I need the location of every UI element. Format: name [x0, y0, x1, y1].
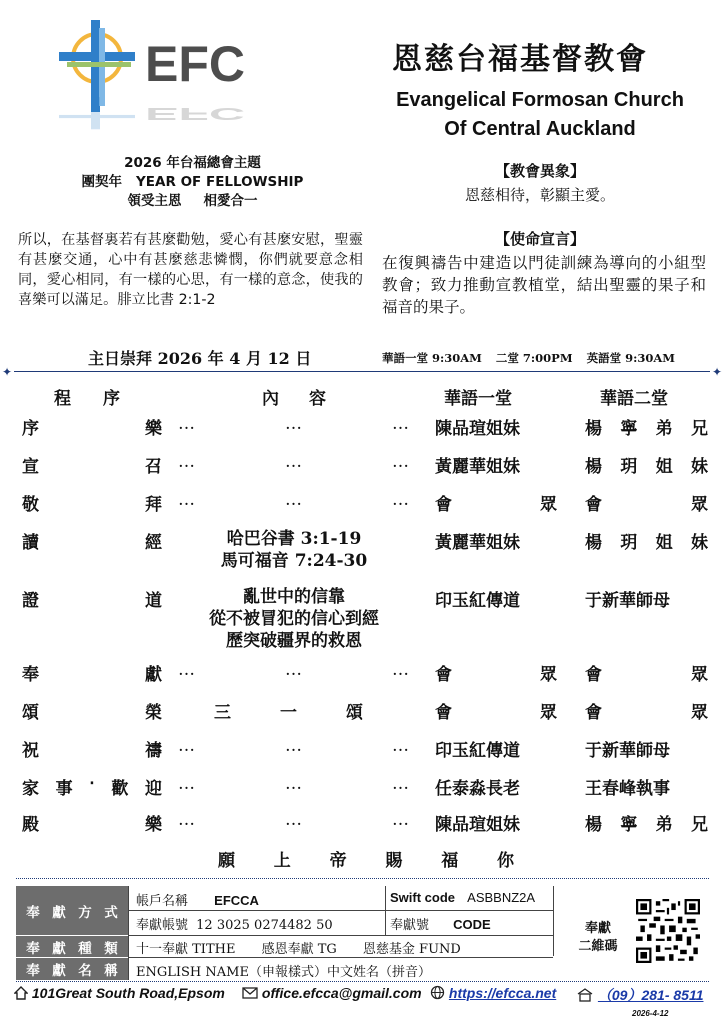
service1-person — [435, 490, 557, 515]
dot-leader: … — [392, 736, 410, 756]
header-content — [262, 384, 326, 409]
church-name-english-line1: Evangelical Formosan Church — [396, 89, 684, 111]
label-char: 獻 — [52, 940, 66, 957]
person-char: 姐 — [655, 457, 673, 477]
person-char: 會 — [435, 703, 452, 723]
mail-icon — [242, 987, 258, 999]
theme-line3-a: 領受主恩 — [127, 193, 182, 209]
program-item-char: 奉 — [22, 665, 39, 685]
program-item-char: 禱 — [145, 741, 162, 761]
dot-leader: … — [392, 810, 410, 830]
program-item — [22, 490, 162, 515]
label-char: 類 — [104, 940, 118, 957]
service2-person — [585, 414, 708, 439]
annual-theme — [60, 154, 325, 211]
church-logo — [55, 18, 265, 138]
swift-row — [390, 890, 535, 906]
dot-leader: … — [285, 774, 303, 794]
program-content — [180, 528, 408, 572]
program-content-line: 馬可福音 7:24-30 — [220, 551, 368, 571]
person-char: 眾 — [540, 665, 557, 685]
diamond-icon: ✦ — [2, 365, 13, 379]
program-item-char: ‧ — [89, 774, 95, 794]
header-service1: 華語一堂 — [444, 389, 512, 409]
dot-leader: … — [392, 414, 410, 434]
person-char: 兄 — [690, 815, 708, 835]
grid-line — [128, 910, 553, 911]
swift-value: ASBBNZ2A — [467, 890, 536, 905]
blessing-char: 願 — [218, 851, 235, 871]
dot-leader: … — [178, 452, 196, 472]
dot-leader: … — [285, 736, 303, 756]
phone-icon — [576, 988, 594, 1002]
person-char: 眾 — [540, 495, 557, 515]
label-char: 稱 — [104, 963, 118, 979]
service2-person — [585, 452, 708, 477]
dot-leader: … — [285, 810, 303, 830]
service1-person — [435, 736, 557, 761]
globe-icon — [430, 985, 445, 1000]
dot-leader: … — [392, 490, 410, 510]
program-item-char: 榮 — [145, 703, 162, 723]
giving-type-tithe: 十一奉獻 TITHE — [136, 942, 236, 957]
service1-person — [435, 810, 557, 835]
qr-label-line1: 奉獻 — [584, 921, 611, 936]
header-program-char: 程 — [54, 389, 71, 409]
program-item-char: 證 — [22, 591, 39, 611]
program-item-char: 殿 — [22, 815, 39, 835]
header-program — [54, 384, 120, 409]
blessing — [218, 846, 514, 871]
theme-line3-b: 相愛合一 — [203, 193, 258, 209]
home-icon — [14, 986, 28, 1000]
blessing-char: 帝 — [329, 851, 347, 871]
account-number-label: 奉獻帳號 — [136, 918, 189, 933]
label-char: 名 — [78, 963, 92, 979]
program-item-char: 讀 — [22, 533, 39, 553]
service1-person — [435, 774, 557, 799]
account-name-value: EFCCA — [214, 893, 259, 908]
email[interactable] — [242, 985, 422, 1001]
program-item-char: 敬 — [22, 495, 39, 515]
person-char: 會 — [585, 665, 602, 685]
program-dots — [178, 414, 410, 434]
program-content — [180, 586, 408, 652]
grid-line — [128, 886, 129, 980]
giving-name-format: ENGLISH NAME（申報樣式）中文姓名（拼音） — [136, 965, 431, 980]
theme-line3 — [60, 192, 325, 211]
service1-person — [435, 698, 557, 723]
program-item-char: 迎 — [144, 779, 162, 799]
person-char: 妹 — [690, 533, 708, 553]
person-char: 楊 — [585, 815, 602, 835]
program-row — [0, 414, 724, 444]
giving-type-fund: 恩慈基金 FUND — [362, 942, 461, 957]
theme-line1: 2026 年台福總會主題 — [124, 155, 261, 171]
person-name: 任泰淼長老 — [435, 779, 520, 799]
service-time-english: 英語堂 9:30AM — [586, 351, 675, 365]
account-name-label: 帳戶名稱 — [136, 894, 189, 909]
address — [14, 985, 225, 1001]
person-char: 眾 — [540, 703, 557, 723]
label-char: 獻 — [52, 963, 66, 979]
program-item-char: 家 — [22, 779, 39, 799]
service2-person — [585, 586, 708, 611]
giving-name-label — [16, 958, 128, 980]
dot-leader: … — [178, 414, 196, 434]
diamond-icon: ✦ — [711, 365, 722, 379]
program-dots — [178, 490, 410, 510]
service1-person — [435, 452, 557, 477]
header-program-char: 序 — [103, 389, 120, 409]
label-char: 式 — [104, 904, 118, 921]
program-item — [22, 528, 162, 553]
person-name: 于新華師母 — [585, 591, 670, 611]
service1-person — [435, 414, 557, 439]
mission-heading: 【使命宣言】 — [494, 230, 585, 248]
logo-text: EFC — [145, 36, 245, 92]
program-item-char: 樂 — [145, 419, 162, 439]
scripture-verse: 所以，在基督裏若有甚麼勸勉，愛心有甚麼安慰，聖靈有甚麼交通，心中有甚麼慈悲憐憫，你們就要意念相同，愛心相同，有一樣的心思，有一樣的意念，使我的喜樂可以滿足。腓立比書 2:1-2 — [18, 232, 363, 308]
church-name-english — [380, 86, 700, 144]
mission-text: 在復興禱告中建造以門徒訓練為導向的小組型教會；致力推動宣教植堂，結出聖靈的果子和福音的果子。 — [382, 254, 706, 316]
program-dots — [178, 660, 410, 680]
program-row — [0, 810, 724, 840]
program-item-char: 獻 — [145, 665, 162, 685]
person-char: 妹 — [690, 457, 708, 477]
person-char: 眾 — [691, 495, 708, 515]
qr-label-line2: 二維碼 — [578, 939, 618, 954]
website[interactable] — [430, 985, 556, 1001]
program-item-char: 事 — [55, 779, 73, 799]
service2-person — [585, 698, 708, 723]
program-item — [22, 414, 162, 439]
person-name: 印玉紅傳道 — [435, 741, 520, 761]
program-dots — [178, 452, 410, 472]
dot-leader: … — [178, 660, 196, 680]
program-row — [0, 698, 724, 728]
dot-leader: … — [285, 490, 303, 510]
program-row — [0, 452, 724, 482]
program-row — [0, 528, 724, 576]
label-char: 奉 — [26, 940, 40, 957]
code-value: CODE — [453, 917, 491, 932]
church-name-chinese: 恩慈台福基督教會 — [392, 42, 648, 77]
person-char: 眾 — [691, 665, 708, 685]
program-item-char: 歡 — [111, 779, 129, 799]
program-item-char: 祝 — [22, 741, 39, 761]
worship-header — [0, 342, 724, 378]
program-content-line: 歷突破疆界的救恩 — [226, 631, 362, 651]
print-date: 2026-4-12 — [632, 1009, 669, 1018]
dot-leader: … — [392, 452, 410, 472]
qr-label — [573, 920, 623, 956]
person-char: 玥 — [620, 457, 638, 477]
theme-line2-en: YEAR OF FELLOWSHIP — [136, 174, 304, 190]
header-content-char: 容 — [309, 389, 326, 409]
service2-person — [585, 660, 708, 685]
divider-line — [14, 371, 710, 372]
dot-leader: … — [285, 452, 303, 472]
account-number-row — [136, 914, 333, 933]
dot-leader: … — [285, 414, 303, 434]
program-dots — [178, 736, 410, 756]
program-item-char: 序 — [22, 419, 39, 439]
program-item — [22, 452, 162, 477]
person-char: 會 — [585, 703, 602, 723]
program-row — [0, 490, 724, 520]
dot-leader: … — [392, 774, 410, 794]
label-char: 獻 — [52, 904, 66, 921]
person-char: 楊 — [585, 419, 602, 439]
program-item-char: 道 — [145, 591, 162, 611]
dot-leader: … — [178, 490, 196, 510]
label-char: 種 — [78, 940, 92, 957]
dot-leader: … — [392, 660, 410, 680]
blessing-char: 上 — [273, 851, 291, 871]
program-item — [22, 774, 162, 799]
person-name: 黃麗華姐妹 — [435, 457, 520, 477]
program-item-char: 樂 — [145, 815, 162, 835]
dot-leader: … — [178, 774, 196, 794]
giving-type-label — [16, 936, 128, 957]
address-text: 101Great South Road,Epsom — [31, 985, 225, 1001]
service-time-chinese2: 二堂 7:00PM — [495, 351, 573, 365]
code-label: 奉獻號 — [390, 918, 430, 933]
person-char: 眾 — [691, 703, 708, 723]
grid-line — [128, 935, 553, 936]
program-content-line: 從不被冒犯的信心到經 — [209, 609, 379, 629]
program-content — [214, 698, 364, 723]
code-row — [390, 914, 491, 933]
service2-person — [585, 736, 708, 761]
swift-label: Swift code — [390, 890, 456, 905]
dot-leader: … — [285, 660, 303, 680]
website-link[interactable]: https://efcca.net — [448, 985, 557, 1001]
phone[interactable] — [576, 985, 703, 1005]
program-item-char: 召 — [145, 457, 162, 477]
vision-text: 恩慈相待，彰顯主愛。 — [464, 186, 615, 204]
program-content-char: 三 — [214, 703, 232, 723]
grid-line — [553, 886, 554, 956]
program-row — [0, 774, 724, 804]
program-item-char: 經 — [145, 533, 162, 553]
service1-person — [435, 586, 557, 611]
service2-person — [585, 490, 708, 515]
program-row — [0, 736, 724, 766]
program-dots — [178, 810, 410, 830]
person-char: 玥 — [620, 533, 638, 553]
qr-code-icon[interactable] — [636, 899, 700, 963]
person-char: 楊 — [585, 533, 602, 553]
program-content-char: 一 — [280, 703, 298, 723]
dot-leader: … — [178, 736, 196, 756]
program-dots — [178, 774, 410, 794]
person-name: 黃麗華姐妹 — [435, 533, 520, 553]
service2-person — [585, 528, 708, 553]
blessing-char: 你 — [496, 851, 514, 871]
person-char: 楊 — [585, 457, 602, 477]
program-item — [22, 660, 162, 685]
label-char: 方 — [78, 904, 92, 921]
program-content-char: 頌 — [346, 703, 364, 723]
label-char: 奉 — [26, 904, 40, 921]
person-name: 陳品瑄姐妹 — [435, 815, 520, 835]
person-name: 于新華師母 — [585, 741, 670, 761]
account-number-value: 12 3025 0274482 50 — [196, 918, 333, 933]
blessing-char: 福 — [441, 851, 459, 871]
person-char: 兄 — [690, 419, 708, 439]
person-char: 會 — [435, 665, 452, 685]
theme-line2 — [60, 173, 325, 192]
service1-person — [435, 660, 557, 685]
person-char: 姐 — [655, 533, 673, 553]
account-name-row — [136, 890, 259, 909]
grid-line — [128, 957, 553, 958]
email-text[interactable]: office.efcca@gmail.com — [261, 985, 422, 1001]
giving-type-thanksgiving: 感恩奉獻 TG — [261, 942, 337, 957]
giving-types — [136, 938, 461, 957]
person-char: 會 — [585, 495, 602, 515]
service1-person — [435, 528, 557, 553]
vision-heading: 【教會異象】 — [494, 162, 585, 180]
person-char: 寧 — [620, 419, 638, 439]
program-item-char: 頌 — [22, 703, 39, 723]
person-char: 弟 — [655, 419, 673, 439]
person-char: 寧 — [620, 815, 638, 835]
svg-text:EFC: EFC — [145, 104, 245, 124]
program-item-char: 拜 — [145, 495, 162, 515]
service2-person — [585, 774, 708, 799]
church-name-english-line2: Of Central Auckland — [444, 118, 636, 140]
person-name: 陳品瑄姐妹 — [435, 419, 520, 439]
person-name: 印玉紅傳道 — [435, 591, 520, 611]
program-item — [22, 698, 162, 723]
program-item — [22, 736, 162, 761]
person-char: 弟 — [655, 815, 673, 835]
header-service2: 華語二堂 — [600, 389, 668, 409]
label-char: 奉 — [26, 963, 40, 979]
program-item — [22, 810, 162, 835]
program-content-line: 哈巴谷書 3:1-19 — [226, 529, 362, 549]
worship-date-title: 主日崇拜 2026 年 4 月 12 日 — [88, 349, 312, 368]
dot-leader: … — [178, 810, 196, 830]
contact-footer — [10, 983, 714, 1005]
blessing-char: 賜 — [385, 851, 403, 871]
program-content-line: 亂世中的信靠 — [243, 587, 345, 607]
program-item — [22, 586, 162, 611]
program-row — [0, 586, 724, 656]
person-name: 王春峰執事 — [585, 779, 670, 799]
program-row — [0, 660, 724, 690]
service2-person — [585, 810, 708, 835]
giving-method-label — [16, 886, 128, 935]
person-char: 會 — [435, 495, 452, 515]
program-item-char: 宣 — [22, 457, 39, 477]
phone-link[interactable]: （09）281- 8511 — [597, 987, 704, 1003]
service-times — [382, 350, 685, 366]
theme-line2-zh: 團契年 — [81, 174, 123, 190]
header-content-char: 內 — [262, 389, 279, 409]
service-time-chinese1: 華語一堂 9:30AM — [382, 351, 482, 365]
